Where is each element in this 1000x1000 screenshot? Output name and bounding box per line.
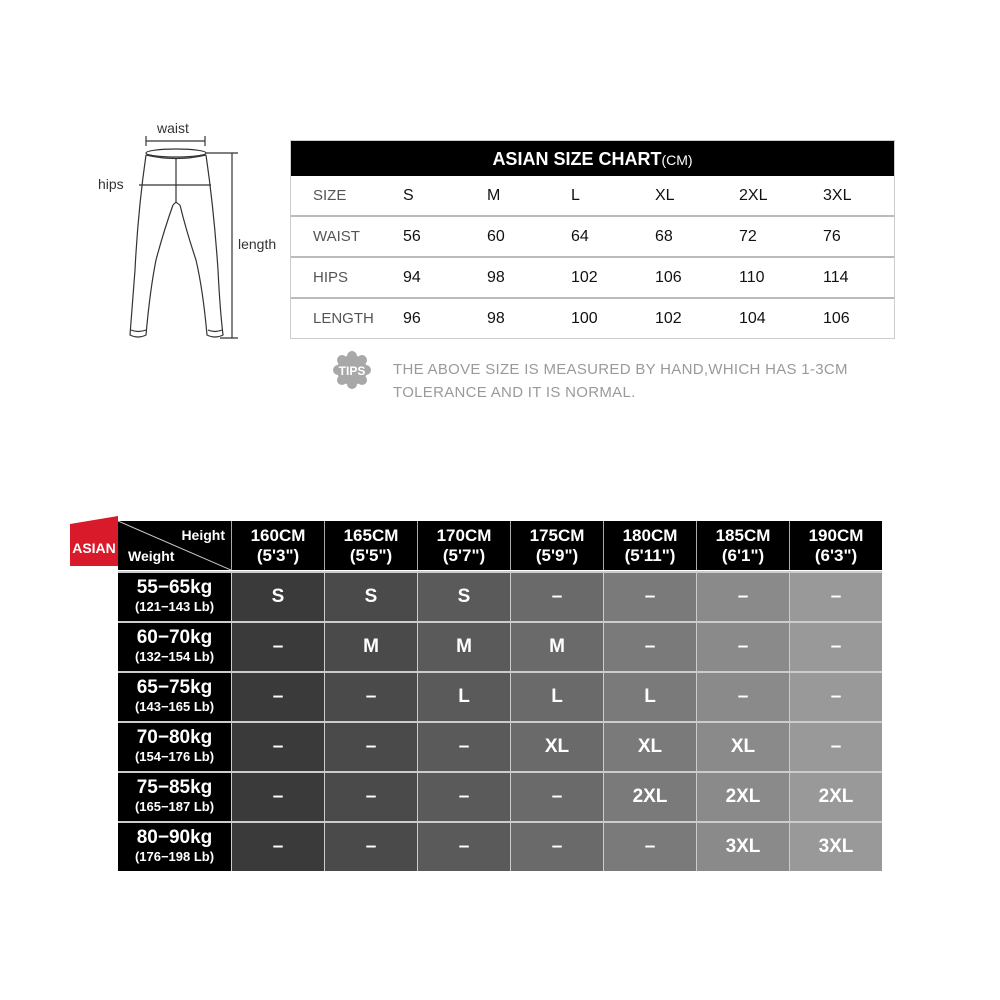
height-cm: 180CM: [622, 525, 678, 545]
fit-size-cell: –: [231, 821, 324, 871]
fit-size-cell: –: [789, 571, 882, 621]
fit-size-cell: –: [231, 621, 324, 671]
fit-size-cell: –: [417, 721, 510, 771]
height-column-header: [324, 521, 417, 570]
size-chart-title: [291, 141, 894, 176]
size-cell: S: [403, 186, 414, 204]
fit-size-cell: –: [510, 571, 603, 621]
length-label: length: [238, 236, 277, 252]
waist-row: [291, 217, 894, 258]
size-header-row: [291, 176, 894, 217]
fit-size-cell: L: [417, 671, 510, 721]
size-chart-title-text: ASIAN SIZE CHART: [492, 149, 662, 169]
fit-size-cell: 3XL: [789, 821, 882, 871]
value-cell: 110: [739, 268, 765, 286]
size-cell: L: [571, 186, 580, 204]
fit-size-cell: –: [324, 821, 417, 871]
fit-size-cell: –: [231, 771, 324, 821]
value-cell: 72: [739, 227, 757, 245]
weight-row-header: [118, 821, 231, 871]
value-cell: 102: [655, 309, 682, 327]
value-cell: 98: [487, 309, 505, 327]
height-column-header: [510, 521, 603, 570]
height-column-header: [696, 521, 789, 570]
tips-line-2: TOLERANCE AND IT IS NORMAL.: [393, 384, 636, 401]
value-cell: 68: [655, 227, 673, 245]
tips-note: [393, 358, 848, 404]
pants-diagram: [90, 120, 290, 350]
fit-size-cell: M: [324, 621, 417, 671]
value-cell: 60: [487, 227, 505, 245]
value-cell: 94: [403, 268, 421, 286]
weight-lb: (165−187 Lb): [134, 799, 215, 814]
fit-size-cell: XL: [696, 721, 789, 771]
length-row: [291, 299, 894, 338]
size-cell: 2XL: [739, 186, 768, 204]
pants-outline-icon: [90, 120, 290, 350]
value-cell: 96: [403, 309, 421, 327]
weight-axis-label: Weight: [128, 548, 175, 564]
fit-size-cell: S: [417, 571, 510, 621]
fit-size-cell: –: [324, 771, 417, 821]
fit-size-cell: M: [510, 621, 603, 671]
height-cm: 165CM: [343, 525, 399, 545]
weight-row-header: [118, 721, 231, 771]
height-ft: (5'11"): [624, 545, 676, 565]
value-cell: 104: [739, 309, 766, 327]
value-cell: 98: [487, 268, 505, 286]
corner-header: [118, 521, 231, 570]
fit-size-cell: M: [417, 621, 510, 671]
value-cell: 106: [655, 268, 682, 286]
tips-line-1: THE ABOVE SIZE IS MEASURED BY HAND,WHICH HAS 1-3CM: [393, 361, 848, 378]
fit-size-cell: –: [324, 671, 417, 721]
row-label: WAIST: [313, 228, 360, 245]
value-cell: 106: [823, 309, 850, 327]
height-weight-fit-chart: [118, 521, 882, 871]
fit-size-cell: –: [603, 621, 696, 671]
fit-size-cell: –: [231, 721, 324, 771]
value-cell: 76: [823, 227, 841, 245]
hips-row: [291, 258, 894, 299]
value-cell: 102: [571, 268, 598, 286]
fit-size-cell: S: [231, 571, 324, 621]
fit-size-cell: –: [510, 771, 603, 821]
height-ft: (6'3"): [814, 545, 858, 565]
weight-lb: (143−165 Lb): [134, 699, 215, 714]
waist-label: waist: [157, 120, 189, 136]
weight-kg: 55−65kg: [136, 577, 213, 598]
row-label: SIZE: [313, 187, 347, 204]
weight-kg: 70−80kg: [136, 727, 213, 748]
height-ft: (5'3"): [256, 545, 300, 565]
height-cm: 190CM: [808, 525, 864, 545]
fit-size-cell: –: [324, 721, 417, 771]
value-cell: 114: [823, 268, 849, 286]
fit-size-cell: –: [696, 671, 789, 721]
tips-badge-icon: [333, 351, 371, 389]
height-cm: 160CM: [250, 525, 306, 545]
fit-size-cell: 2XL: [603, 771, 696, 821]
size-cell: 3XL: [823, 186, 852, 204]
fit-size-cell: –: [510, 821, 603, 871]
fit-size-cell: –: [696, 621, 789, 671]
height-column-header: [417, 521, 510, 570]
fit-size-cell: 2XL: [696, 771, 789, 821]
weight-row-header: [118, 771, 231, 821]
fit-size-cell: –: [789, 721, 882, 771]
fit-size-cell: –: [696, 571, 789, 621]
height-ft: (5'9"): [535, 545, 579, 565]
fit-size-cell: –: [789, 621, 882, 671]
fit-size-cell: XL: [510, 721, 603, 771]
weight-kg: 80−90kg: [136, 827, 213, 848]
fit-size-cell: 3XL: [696, 821, 789, 871]
value-cell: 56: [403, 227, 421, 245]
weight-lb: (176−198 Lb): [134, 849, 215, 864]
fit-size-cell: –: [231, 671, 324, 721]
weight-kg: 65−75kg: [136, 677, 213, 698]
row-label: LENGTH: [313, 310, 374, 327]
fit-size-cell: –: [417, 821, 510, 871]
size-cell: XL: [655, 186, 675, 204]
height-column-header: [231, 521, 324, 570]
fit-size-cell: –: [789, 671, 882, 721]
height-column-header: [789, 521, 882, 570]
size-chart-unit: (CM): [661, 152, 693, 168]
height-axis-label: Height: [181, 527, 225, 543]
weight-row-header: [118, 571, 231, 621]
weight-row-header: [118, 671, 231, 721]
fit-size-cell: –: [417, 771, 510, 821]
svg-text:TIPS: TIPS: [338, 364, 366, 378]
asian-region-tag: ASIAN: [70, 524, 118, 566]
value-cell: 64: [571, 227, 589, 245]
height-cm: 170CM: [436, 525, 492, 545]
height-ft: (5'7"): [442, 545, 486, 565]
fit-size-cell: XL: [603, 721, 696, 771]
row-label: HIPS: [313, 269, 349, 286]
fit-size-cell: L: [603, 671, 696, 721]
value-cell: 100: [571, 309, 598, 327]
fit-size-cell: S: [324, 571, 417, 621]
hips-label: hips: [98, 176, 124, 192]
weight-kg: 60−70kg: [136, 627, 213, 648]
height-cm: 185CM: [715, 525, 771, 545]
height-ft: (5'5"): [349, 545, 393, 565]
height-cm: 175CM: [529, 525, 585, 545]
weight-kg: 75−85kg: [136, 777, 213, 798]
fit-size-cell: –: [603, 571, 696, 621]
fit-size-cell: L: [510, 671, 603, 721]
weight-lb: (132−154 Lb): [134, 649, 215, 664]
weight-lb: (154−176 Lb): [134, 749, 215, 764]
asian-size-chart: [290, 140, 895, 339]
size-cell: M: [487, 186, 501, 204]
height-column-header: [603, 521, 696, 570]
height-ft: (6'1"): [721, 545, 765, 565]
fit-size-cell: –: [603, 821, 696, 871]
fit-size-cell: 2XL: [789, 771, 882, 821]
weight-row-header: [118, 621, 231, 671]
weight-lb: (121−143 Lb): [134, 599, 215, 614]
